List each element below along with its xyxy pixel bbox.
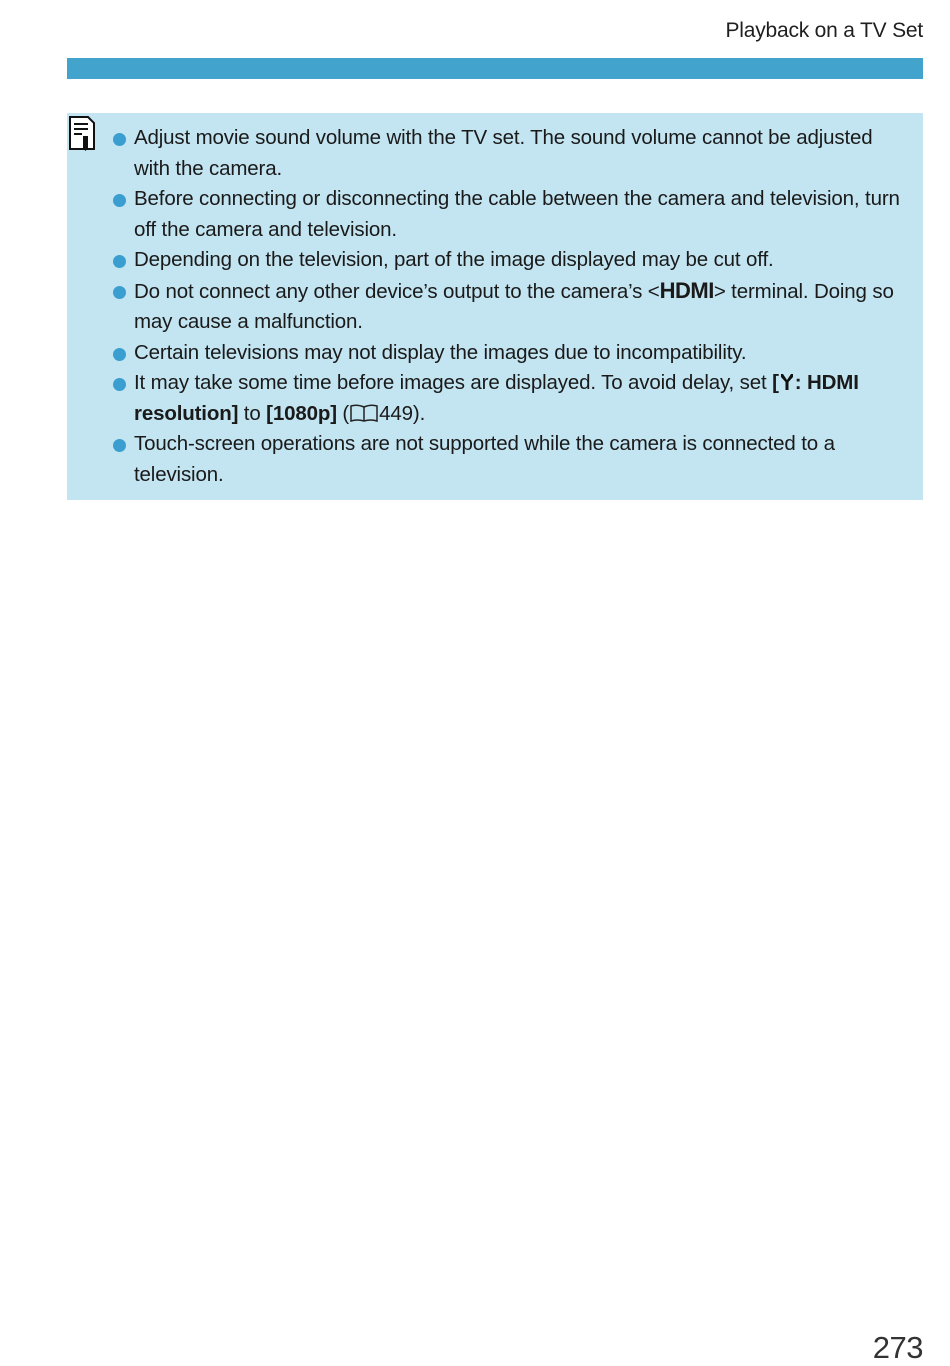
bullet-icon [113, 439, 126, 452]
running-head: Playback on a TV Set [725, 19, 923, 42]
note-text: Touch-screen operations are not supported while the camera is connected to a television. [134, 432, 835, 486]
bullet-icon [113, 286, 126, 299]
note-list [112, 123, 912, 490]
note-item [112, 123, 912, 184]
note-text: Depending on the television, part of the image displayed may be cut off. [134, 248, 774, 271]
bullet-icon [113, 133, 126, 146]
title-bar [67, 58, 923, 79]
menu-option-value: [1080p] [266, 401, 337, 425]
note-item [112, 184, 912, 245]
note-text: It may take some time before images are displayed. To avoid delay, set [134, 371, 773, 394]
bullet-icon [113, 194, 126, 207]
note-item [112, 338, 912, 369]
note-text: Do not connect any other device’s output to the camera’s < [134, 279, 660, 303]
menu-bracket: [ [772, 371, 779, 394]
page-reference[interactable]: 449 [379, 401, 413, 425]
note-text: to [238, 401, 267, 425]
wrench-setup-icon [779, 373, 795, 391]
note-text: ( [336, 401, 350, 425]
note-text: Adjust movie sound volume with the TV set. The sound volume cannot be adjusted with the camera. [134, 126, 873, 180]
bullet-icon [113, 348, 126, 361]
note-text: Certain televisions may not display the images due to incompatibility. [134, 340, 747, 364]
page-number: 273 [872, 1330, 923, 1365]
bullet-icon [113, 255, 126, 268]
note-text: Before connecting or disconnecting the cable between the camera and television, turn off the camera and television. [134, 187, 900, 241]
menu-setting-label: : HDMI resolution] [134, 371, 859, 425]
note-text: ). [412, 401, 426, 425]
note-text: > terminal. Doing so may cause a malfunction. [134, 279, 894, 333]
bullet-icon [113, 378, 126, 391]
note-item [112, 429, 912, 490]
book-page-ref-icon [349, 403, 379, 423]
note-item [112, 276, 912, 338]
note-box [67, 113, 923, 500]
memo-note-icon [68, 115, 96, 151]
note-item [112, 245, 912, 276]
note-item [112, 368, 912, 429]
hdmi-terminal-label: HDMI [659, 277, 714, 303]
